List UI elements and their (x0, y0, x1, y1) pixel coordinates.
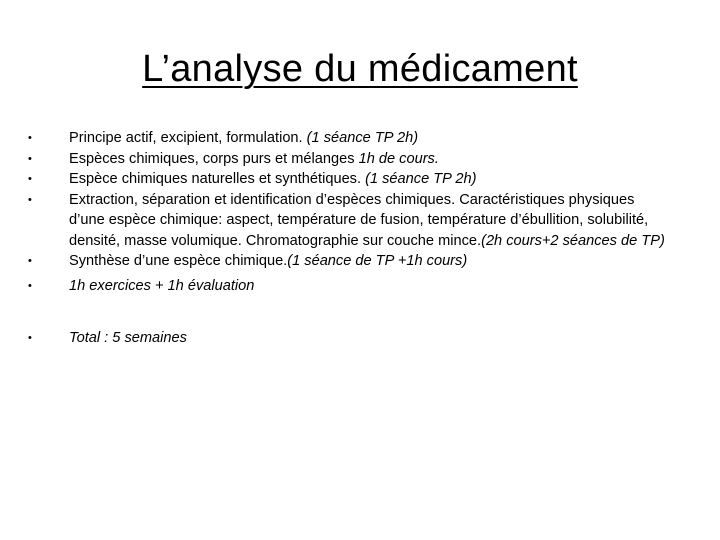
bullet-icon: • (28, 193, 32, 206)
bullet-icon: • (28, 173, 32, 185)
item-text: Espèce chimiques naturelles et synthétiques. (69, 171, 366, 187)
item-emphasis: (2h cours+2 séances de TP) (481, 232, 665, 249)
item-emphasis: 1h exercices + 1h évaluation (69, 277, 255, 294)
list-item (24, 276, 674, 297)
item-text: Extraction, séparation et identification d’espèces chimiques. Caractéristiques physiques d’une espèce chimique: aspect, température de fusion, température d’ébullition, solubilité, densité, masse volumique. Chromatographie sur couche mince. (69, 191, 649, 249)
list-item (24, 328, 674, 349)
list-item (24, 190, 674, 252)
item-text: Principe actif, excipient, formulation. (69, 130, 307, 146)
item-emphasis: (1 séance TP 2h) (365, 171, 477, 187)
bullet-icon: • (28, 152, 32, 165)
slide-title: L’analyse du médicament (142, 48, 578, 90)
topic-list (24, 128, 674, 349)
list-item (24, 149, 674, 170)
list-item (24, 128, 674, 149)
bullet-icon: • (28, 332, 32, 344)
item-emphasis: (1 séance TP 2h) (306, 130, 419, 146)
bullet-icon: • (28, 255, 32, 267)
item-emphasis: Total : 5 semaines (69, 330, 187, 346)
list-item (24, 169, 674, 190)
bullet-icon: • (28, 132, 32, 144)
bullet-icon: • (28, 279, 32, 292)
item-text: Synthèse d’une espèce chimique. (69, 253, 288, 269)
list-item (24, 251, 674, 272)
item-emphasis: 1h de cours. (358, 150, 439, 167)
item-emphasis: (1 séance de TP +1h cours) (287, 253, 468, 269)
item-text: Espèces chimiques, corps purs et mélanges (69, 150, 359, 167)
